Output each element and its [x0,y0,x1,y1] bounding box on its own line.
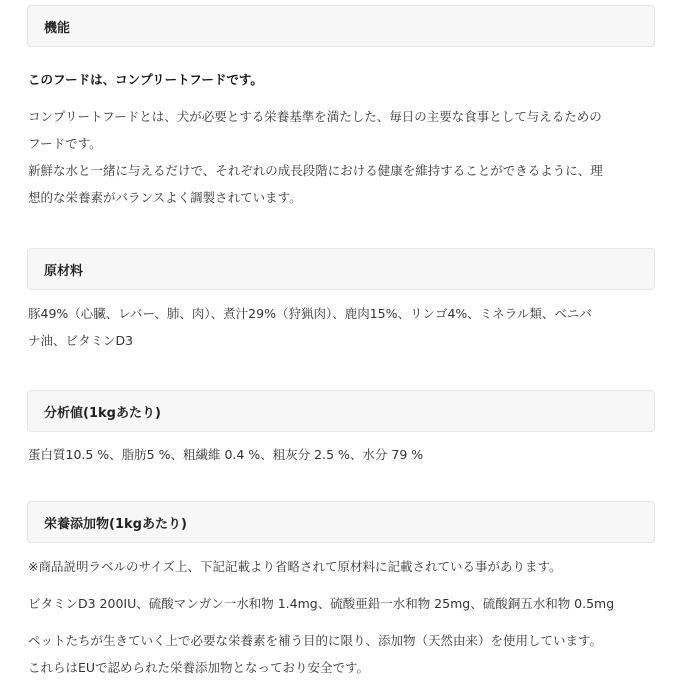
section-heading-additives [27,501,655,543]
additives-description [28,627,656,681]
function-description [28,103,656,211]
analysis-text [28,441,656,468]
section-heading-ingredients [27,248,655,290]
ingredients-text [28,300,656,354]
description-line: 想的な栄養素がバランスよく調製されています。 [28,190,302,205]
section-heading-label: 栄養添加物(1kgあたり) [44,516,187,532]
description-line: コンプリートフードとは、犬が必要とする栄養基準を満たした、毎日の主要な食事として与えるための [28,109,602,124]
section-heading-label: 分析値(1kgあたり) [44,405,161,421]
function-lead: このフードは、コンプリートフードです。 [28,72,263,87]
section-heading-function [27,5,655,47]
section-heading-label: 機能 [44,20,71,36]
section-heading-analysis [27,390,655,432]
ingredients-line: ナ油、ビタミンD3 [28,333,134,348]
description-line: フードです。 [28,136,102,151]
additives-list: ビタミンD3 200IU、硫酸マンガン一水和物 1.4mg、硫酸亜鉛一水和物 25mg、硫酸銅五水和物 0.5mg [28,596,615,611]
additives-line: ペットたちが生きていく上で必要な栄養素を補う目的に限り、添加物（天然由来）を使用しています。 [28,633,603,648]
section-heading-label: 原材料 [44,263,84,279]
ingredients-line: 豚49%（心臓、レバー、肺、肉）、煮汁29%（狩猟肉）、鹿肉15%、リンゴ4%、ミネラル類、ベニバ [28,306,592,321]
additives-note: ※商品説明ラベルのサイズ上、下記記載より省略されて原材料に記載されている事があります。 [28,559,562,574]
description-line: 新鮮な水と一緒に与えるだけで、それぞれの成長段階における健康を維持することができるように、理 [28,163,603,178]
analysis-line: 蛋白質10.5 %、脂肪5 %、粗繊維 0.4 %、粗灰分 2.5 %、水分 79 % [28,447,424,462]
additives-line: これらはEUで認められた栄養添加物となっており安全です。 [28,660,370,675]
